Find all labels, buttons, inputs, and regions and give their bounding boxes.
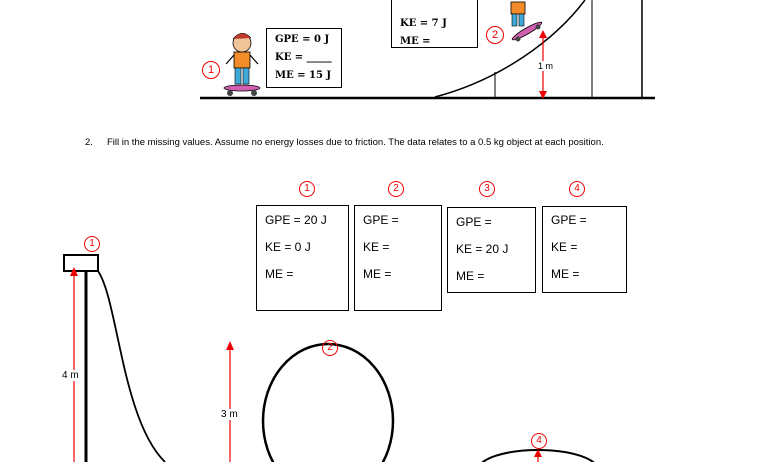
position-marker-1: 1	[202, 61, 220, 79]
track-diagram	[0, 230, 768, 462]
question-number: 2.	[85, 137, 93, 148]
arrow-head-up	[226, 341, 234, 350]
gpe-value: GPE = 20 J	[265, 213, 327, 227]
box-marker-4: 4	[569, 181, 585, 197]
ke-value: KE =	[363, 240, 390, 254]
position-marker-2: 2	[486, 26, 504, 44]
ramp-diagram	[0, 0, 768, 110]
box-marker-2: 2	[388, 181, 404, 197]
gpe-value: GPE =	[363, 213, 399, 227]
start-platform	[64, 255, 98, 271]
question-text: Fill in the missing values. Assume no energy losses due to friction. The data relates to a 0.5 kg object at each position.	[107, 137, 604, 148]
ke-value: KE =	[551, 240, 578, 254]
me-value: ME =	[456, 269, 485, 283]
gpe-value: GPE =	[456, 215, 492, 229]
ke-value: KE = _____	[275, 52, 332, 63]
height-label-3m: 3 m	[221, 409, 238, 420]
skater-1-figure	[224, 33, 260, 96]
me-value: ME =	[551, 267, 580, 281]
track-marker-start: 1	[84, 236, 100, 252]
height-label: 1 m	[538, 61, 554, 71]
me-value: ME = 15 J	[275, 70, 332, 81]
energy-box-ramp	[391, 0, 478, 48]
ke-value: KE = 20 J	[456, 242, 509, 256]
me-value: ME =	[400, 36, 431, 47]
drop-slope	[98, 271, 165, 462]
ke-value: KE = 7 J	[400, 18, 447, 29]
energy-box-start	[266, 28, 342, 88]
me-value: ME =	[265, 267, 294, 281]
arrow-head-up	[539, 30, 547, 38]
loop	[263, 344, 393, 462]
track-marker-loop-top: 2	[322, 340, 338, 356]
box-marker-1: 1	[299, 181, 315, 197]
box-marker-3: 3	[479, 181, 495, 197]
ke-value: KE = 0 J	[265, 240, 311, 254]
question-2	[85, 137, 604, 148]
me-value: ME =	[363, 267, 392, 281]
height-label-4m: 4 m	[62, 370, 79, 381]
skater-2-figure	[511, 2, 543, 42]
track-marker-hump: 4	[531, 433, 547, 449]
gpe-value: GPE = 0 J	[275, 34, 330, 45]
gpe-value: GPE =	[551, 213, 587, 227]
